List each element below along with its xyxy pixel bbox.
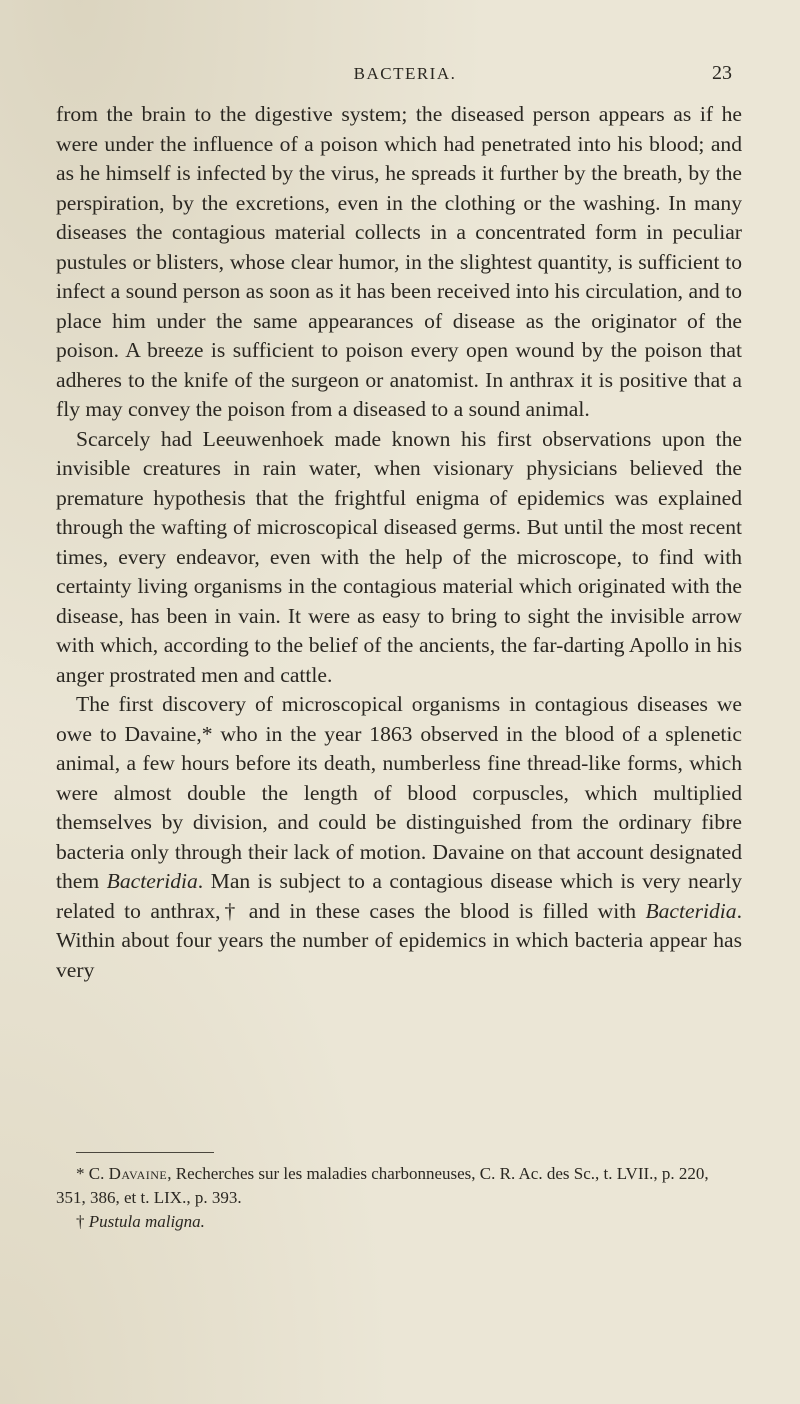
paragraph-1: from the brain to the digestive system; the diseased person appears as if he were under the influence of a poison which had penetrated into his blood; and as he himself is infected by the virus, he spreads it further by the breath, by the perspiration, by the excretions, even in the clothing or the washing. In many diseases the contagious material collects in a concentrated form in peculiar pustules or blisters, whose clear humor, in the slightest quantity, is sufficient to infect a sound person as soon as it has been received into his circulation, and to place him under the same appearances of disease as the originator of the poison. A breeze is sufficient to poison every open wound by the poison that adheres to the knife of the surgeon or anatomist. In anthrax it is positive that a fly may convey the poison from a diseased to a sound animal. xyxy=(56,102,742,421)
page-header xyxy=(70,64,740,94)
paragraph-3 xyxy=(56,690,742,985)
footnote-1-mark: * C. xyxy=(76,1164,105,1183)
paragraph-3-part-1: The first discovery of microscopical organisms in contagious diseases we owe to Davaine,* who in the year 1863 observed in the blood of a splenetic animal, a few hours before its death, numberless fine thread-like forms, which were almost double the length of blood corpuscles, which multiplied themselves by division, and could be distinguished from the ordinary fibre bacteria only through their lack of motion. Davaine on that account designated them xyxy=(56,692,742,893)
footnote-2-mark: † xyxy=(76,1212,85,1231)
paragraph-3-part-3: . Within about four years the number of epidemics in which bacteria appear has very xyxy=(56,898,742,982)
footnote-2 xyxy=(56,1210,742,1234)
page-number: 23 xyxy=(712,62,732,84)
footnotes xyxy=(56,1162,742,1234)
term-bacteridia: Bacteridia xyxy=(106,869,198,893)
footnote-2-text: Pustula maligna. xyxy=(88,1212,205,1231)
paragraph-3-part-2: . Man is subject to a contagious disease which is very nearly related to anthrax,† and in these cases the blood is filled with xyxy=(56,869,742,923)
term-bacteridia-2: Bacteridia xyxy=(645,898,737,923)
body-text xyxy=(56,100,742,985)
running-head: BACTERIA. xyxy=(353,64,457,83)
footnote-1 xyxy=(56,1162,742,1210)
paragraph-2: Scarcely had Leeuwenhoek made known his first observations upon the invisible creatures in rain water, when visionary physicians believed the premature hypothesis that the frightful enigma of epidemics was explained through the wafting of microscopical diseased germs. But until the most recent times, every endeavor, even with the help of the microscope, to find with certainty living organisms in the contagious material which originated with the disease, has been in vain. It were as easy to bring to sight the invisible arrow with which, according to the belief of the ancients, the far-darting Apollo in his anger prostrated men and cattle. xyxy=(56,426,742,687)
footnote-1-text: , Recherches sur les maladies charbonneuses, C. R. Ac. des Sc., t. LVII., p. 220, 351, 386, et t. LIX., p. 393. xyxy=(56,1164,709,1207)
footnote-1-author: Davaine xyxy=(108,1164,168,1183)
footnote-divider xyxy=(76,1152,214,1153)
